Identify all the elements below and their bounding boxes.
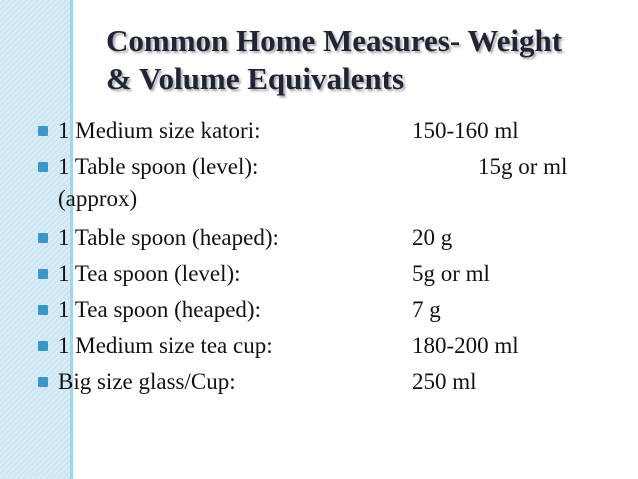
list-item bbox=[38, 150, 628, 220]
measure-value: 180-200 ml bbox=[412, 333, 519, 358]
square-bullet-icon bbox=[38, 377, 48, 387]
measure-label: 1 Medium size katori: bbox=[58, 118, 261, 143]
slide-title-line-1: Common Home Measures- Weight bbox=[106, 23, 563, 58]
measure-label: 1 Table spoon (level): bbox=[58, 154, 259, 179]
measure-value: 150-160 ml bbox=[412, 118, 519, 143]
measure-value: 250 ml bbox=[412, 369, 477, 394]
square-bullet-icon bbox=[38, 305, 48, 315]
list-item bbox=[38, 293, 628, 329]
square-bullet-icon bbox=[38, 162, 48, 172]
measure-label: 1 Tea spoon (level): bbox=[58, 261, 241, 286]
square-bullet-icon bbox=[38, 126, 48, 136]
measure-value: 15g or ml bbox=[478, 154, 568, 179]
measure-label-continuation: (approx) bbox=[58, 186, 138, 211]
list-item bbox=[38, 329, 628, 365]
measure-value: 7 g bbox=[412, 297, 441, 322]
list-item bbox=[38, 114, 628, 150]
list-item bbox=[38, 365, 628, 401]
measure-value: 5g or ml bbox=[412, 261, 490, 286]
square-bullet-icon bbox=[38, 269, 48, 279]
measure-value: 20 g bbox=[412, 225, 453, 250]
measure-label: 1 Table spoon (heaped): bbox=[58, 225, 279, 250]
slide-title-line-2: & Volume Equivalents bbox=[106, 61, 405, 96]
measure-label: Big size glass/Cup: bbox=[58, 369, 236, 394]
measure-label: 1 Tea spoon (heaped): bbox=[58, 297, 261, 322]
slide-title bbox=[106, 22, 626, 98]
square-bullet-icon bbox=[38, 341, 48, 351]
square-bullet-icon bbox=[38, 233, 48, 243]
list-item bbox=[38, 221, 628, 257]
measure-label: 1 Medium size tea cup: bbox=[58, 333, 273, 358]
list-item bbox=[38, 257, 628, 293]
